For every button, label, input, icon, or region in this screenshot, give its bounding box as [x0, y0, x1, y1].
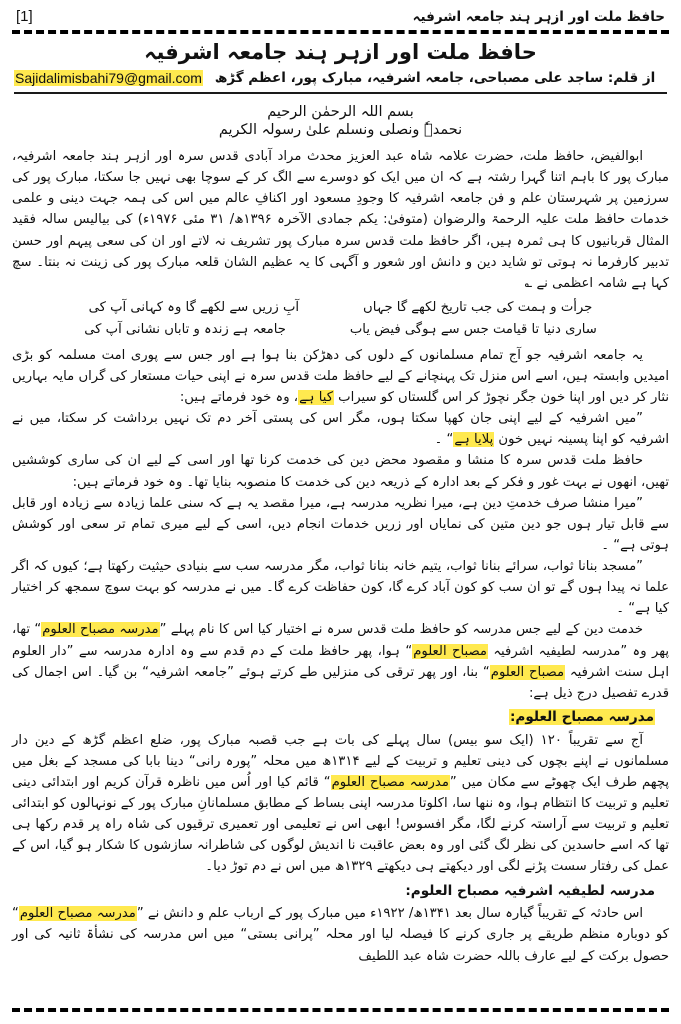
- highlighted-text: مدرسہ مصباح العلوم: [19, 906, 136, 922]
- hemistich-right: جرأت و ہمت کی جب تاریخ لکھے گا جہاں: [363, 299, 593, 315]
- paragraph-latifia-ashrafia: اس حادثہ کے تقریباً گیارہ سال بعد ۱۳۴۱ھ/ ۱۹۲۲ء میں مبارک پور کے ارباب علم و دانش نے ”مدرسہ مصباح العلوم“ کو دوبارہ منظم طریقے پر جاری کرنے کا فیصلہ لیا اور محلہ ”پرانی بستی“ میں اس مدرسہ کی نشأۃ ثانیہ کی اور حصول برکت کے لیے عارف باللہ حضرت شاہ عبد اللطیف: [12, 906, 669, 964]
- highlighted-text: Sajidalimisbahi79@gmail.com: [15, 70, 202, 86]
- author-email: [14, 70, 203, 86]
- byline-divider: [14, 92, 667, 94]
- poem-line: [12, 297, 669, 319]
- highlighted-text: مدرسہ مصباح العلوم: [42, 622, 159, 638]
- poem-line: [12, 319, 669, 341]
- article-body: [12, 146, 669, 967]
- paragraph-misbahul-uloom: آج سے تقریباً ۱۲۰ (ایک سو بیس) سال پہلے کی بات ہے جب قصبہ مبارک پور، ضلع اعظم گڑھ کے دین دار مسلمانوں نے اپنے بچوں کی دینی تعلیم و تربیت کے لیے ۱۳۱۴ھ میں محلہ ”پورہ رانی“ دینا بابا کی مسجد کے بغل میں پچھم طرف ایک چھوٹے سے مکان میں ”مدرسہ مصباح العلوم“ قائم کیا اور اُس میں ناظرہ قرآن کریم اور ابتدائی دینی تعلیم و تربیت کا انتظام ہوا، وہ ننھا سا، اکلوتا مدرسہ اپنی بساط کے مطابق مسلمانانِ مبارک پور کے نونہالوں کو ابتدائی تعلیم و تربیت سے آراستہ کرنے لگا، مگر افسوس! ابھی اس نے تعلیمی اور تعمیری ترقیوں کی شاہ راہ پر قدم رکھا ہی تھا کہ اسے حاسدین کی نظر لگ گئی اور وہ بعض عاقبت نا اندیش لوگوں کی شاطرانہ سازشوں کا شکار ہو گیا، اس کے عمل کی رفتار سست پڑنے لگی اور دیکھتے ہی دیکھتے ۱۳۲۹ھ میں اس نے دم توڑ دیا۔: [12, 732, 669, 875]
- highlighted-text: مدرسہ مصباح العلوم: [331, 774, 449, 790]
- basmala-block: [12, 104, 669, 138]
- highlighted-text: مصباح العلوم: [490, 664, 565, 680]
- byline-row: [12, 70, 669, 86]
- quote-khidmat-e-deen: ”میرا منشا صرف خدمتِ دین ہے، میرا نظریہ مدرسہ ہے، میرا مقصد یہ ہے کہ سنی علما زیادہ سے زیادہ اور قابل سے قابل تیار ہوں جو دین متین کی نمایاں اور زریں خدمات انجام دیں، اسی کے لیے میری تمام تر سعی اور کوشش ہوتی ہے“ ۔: [12, 495, 669, 553]
- paragraph-naming-history: خدمت دین کے لیے جس مدرسہ کو حافظ ملت قدس سرہ نے اختیار کیا اس کا نام پہلے ”مدرسہ مصباح العلوم“ تھا، پھر وہ ”مدرسہ لطیفیہ اشرفیہ مصباح العلوم“ ہوا، پھر حافظ ملت کے دم قدم سے وہ ادارہ مدرسہ سے ”دار العلوم اہل سنت اشرفیہ مصباح العلوم“ بنا، اور پھر ترقی کی منزلیں طے کرتے ہوئے ”جامعہ اشرفیہ“ بن گیا۔ اس اجمال کی قدرے تفصیل درج ذیل ہے:: [12, 622, 669, 701]
- paragraph-jamia: یہ جامعہ اشرفیہ جو آج تمام مسلمانوں کے دلوں کی دھڑکن بنا ہوا ہے اور جس سے پوری امت مسلمہ کو بڑی امیدیں وابستہ ہیں، اسے اس منزل تک پہنچانے کے لیے حافظ ملت قدس سرہ نے اپنی حیات مستعار کی گراں مایہ بہاریں نثار کر دیں اور اپنا خون جگر نچوڑ کر اس گلستاں کو سیراب کیا ہے، وہ خود فرماتے ہیں:: [12, 347, 669, 405]
- hemistich-right: ساری دنیا تا قیامت جس سے ہوگی فیض یاب: [349, 322, 597, 338]
- section-heading-misbahul-uloom: [12, 707, 669, 729]
- page-header: [12, 6, 669, 28]
- highlighted-text: مدرسہ مصباح العلوم:: [509, 708, 654, 725]
- poem: [12, 297, 669, 342]
- hemistich-left: جامعہ ہے زندہ و تاباں نشانی آپ کی: [84, 322, 286, 338]
- bottom-dashed-rule: [12, 1008, 669, 1012]
- hamdala: نحمدہٗ ونصلی ونسلم علیٰ رسولہ الکریم: [218, 122, 463, 138]
- running-title: حافظ ملت اور ازہر ہند جامعہ اشرفیہ: [412, 9, 665, 25]
- highlighted-text: مصباح العلوم: [413, 643, 487, 659]
- quote-masjid-sawab: ”مسجد بنانا ثواب، سرائے بنانا ثواب، یتیم خانہ بنانا ثواب، مگر مدرسہ سب سے بنیادی حیثیت رکھتا ہے؛ کیوں کہ اگر علما نہ پیدا ہوں گے تو ان سب کو کون آباد کرے گا، کون حفاظت کرے گا۔ میں نے مدرسہ کو بہت سوچ سمجھ کر اختیار کیا ہے“ ۔: [12, 559, 669, 617]
- document-title: حافظ ملت اور ازہر ہند جامعہ اشرفیہ: [144, 40, 537, 64]
- basmala: بسم اللہ الرحمٰن الرحیم: [267, 104, 414, 120]
- hemistich-left: آبِ زریں سے لکھے گا وہ کہانی آپ کی: [88, 299, 300, 315]
- paragraph-mansha: حافظ ملت قدس سرہ کا منشا و مقصود محض دین کی خدمت کرنا تھا اور اسی کے لیے ان کی ساری کوششیں تھیں، انھوں نے بہت غور و فکر کے بعد ادارہ کے ذریعہ دین کی خدمت کا منصوبہ بنایا تھا۔ وہ خود فرماتے ہیں:: [12, 453, 669, 490]
- highlighted-text: پلایا ہے: [454, 432, 494, 448]
- section-heading-latifia-ashrafia: مدرسہ لطیفیہ اشرفیہ مصباح العلوم:: [405, 882, 655, 899]
- page-number: [1]: [16, 8, 33, 25]
- author-byline: از قلم: ساجد علی مصباحی، جامعہ اشرفیہ، مبارک پور، اعظم گڑھ: [214, 70, 656, 86]
- top-dashed-rule: [12, 30, 669, 34]
- quote-khoon-pilaya: ”میں اشرفیہ کے لیے اپنی جان کھپا سکتا ہوں، مگر اس کی پستی آخر دم تک نہیں برداشت کر سکتا، میں نے اشرفیہ کو اپنا پسینہ نہیں خون پلایا ہے“ ۔: [12, 411, 669, 448]
- highlighted-text: کیا ہے: [299, 390, 333, 405]
- paragraph-intro: ابوالفیض، حافظ ملت، حضرت علامہ شاہ عبد العزیز محدث مراد آبادی قدس سرہ اور ازہر ہند جامعہ اشرفیہ، مبارک پور کا باہم اتنا گہرا رشتہ ہے کہ ان میں ایک کو دوسرے سے الگ کر کے سوچا بھی نہیں جا سکتا، مبارک پور کی سرزمین پر شہرستان علم و فن جامعہ اشرفیہ کا وجودِ مسعود اور اکنافِ عالم میں اس کی ہمہ جہت دینی و علمی خدمات حافظ ملت علیہ الرحمۃ والرضوان (متوفیٰ: یکم جمادی الآخرہ ۱۳۹۶ھ/ ۳۱ مئی ۱۹۷۶ء) کی بیالیس سالہ فقید المثال قربانیوں کا ہی ثمرہ ہیں، اگر حافظ ملت قدس سرہ مبارک پور تشریف نہ لاتے اور ان کی سعی پیہم اور حسن تدبیر کارفرما نہ ہوتی تو شاید دین و دانش اور شعور و آگہی کا یہ عظیم الشان قلعہ مبارک پور کی زینت نہ بنتا۔ سچ کہا ہے شامہ اعظمی نے ؎: [12, 149, 670, 291]
